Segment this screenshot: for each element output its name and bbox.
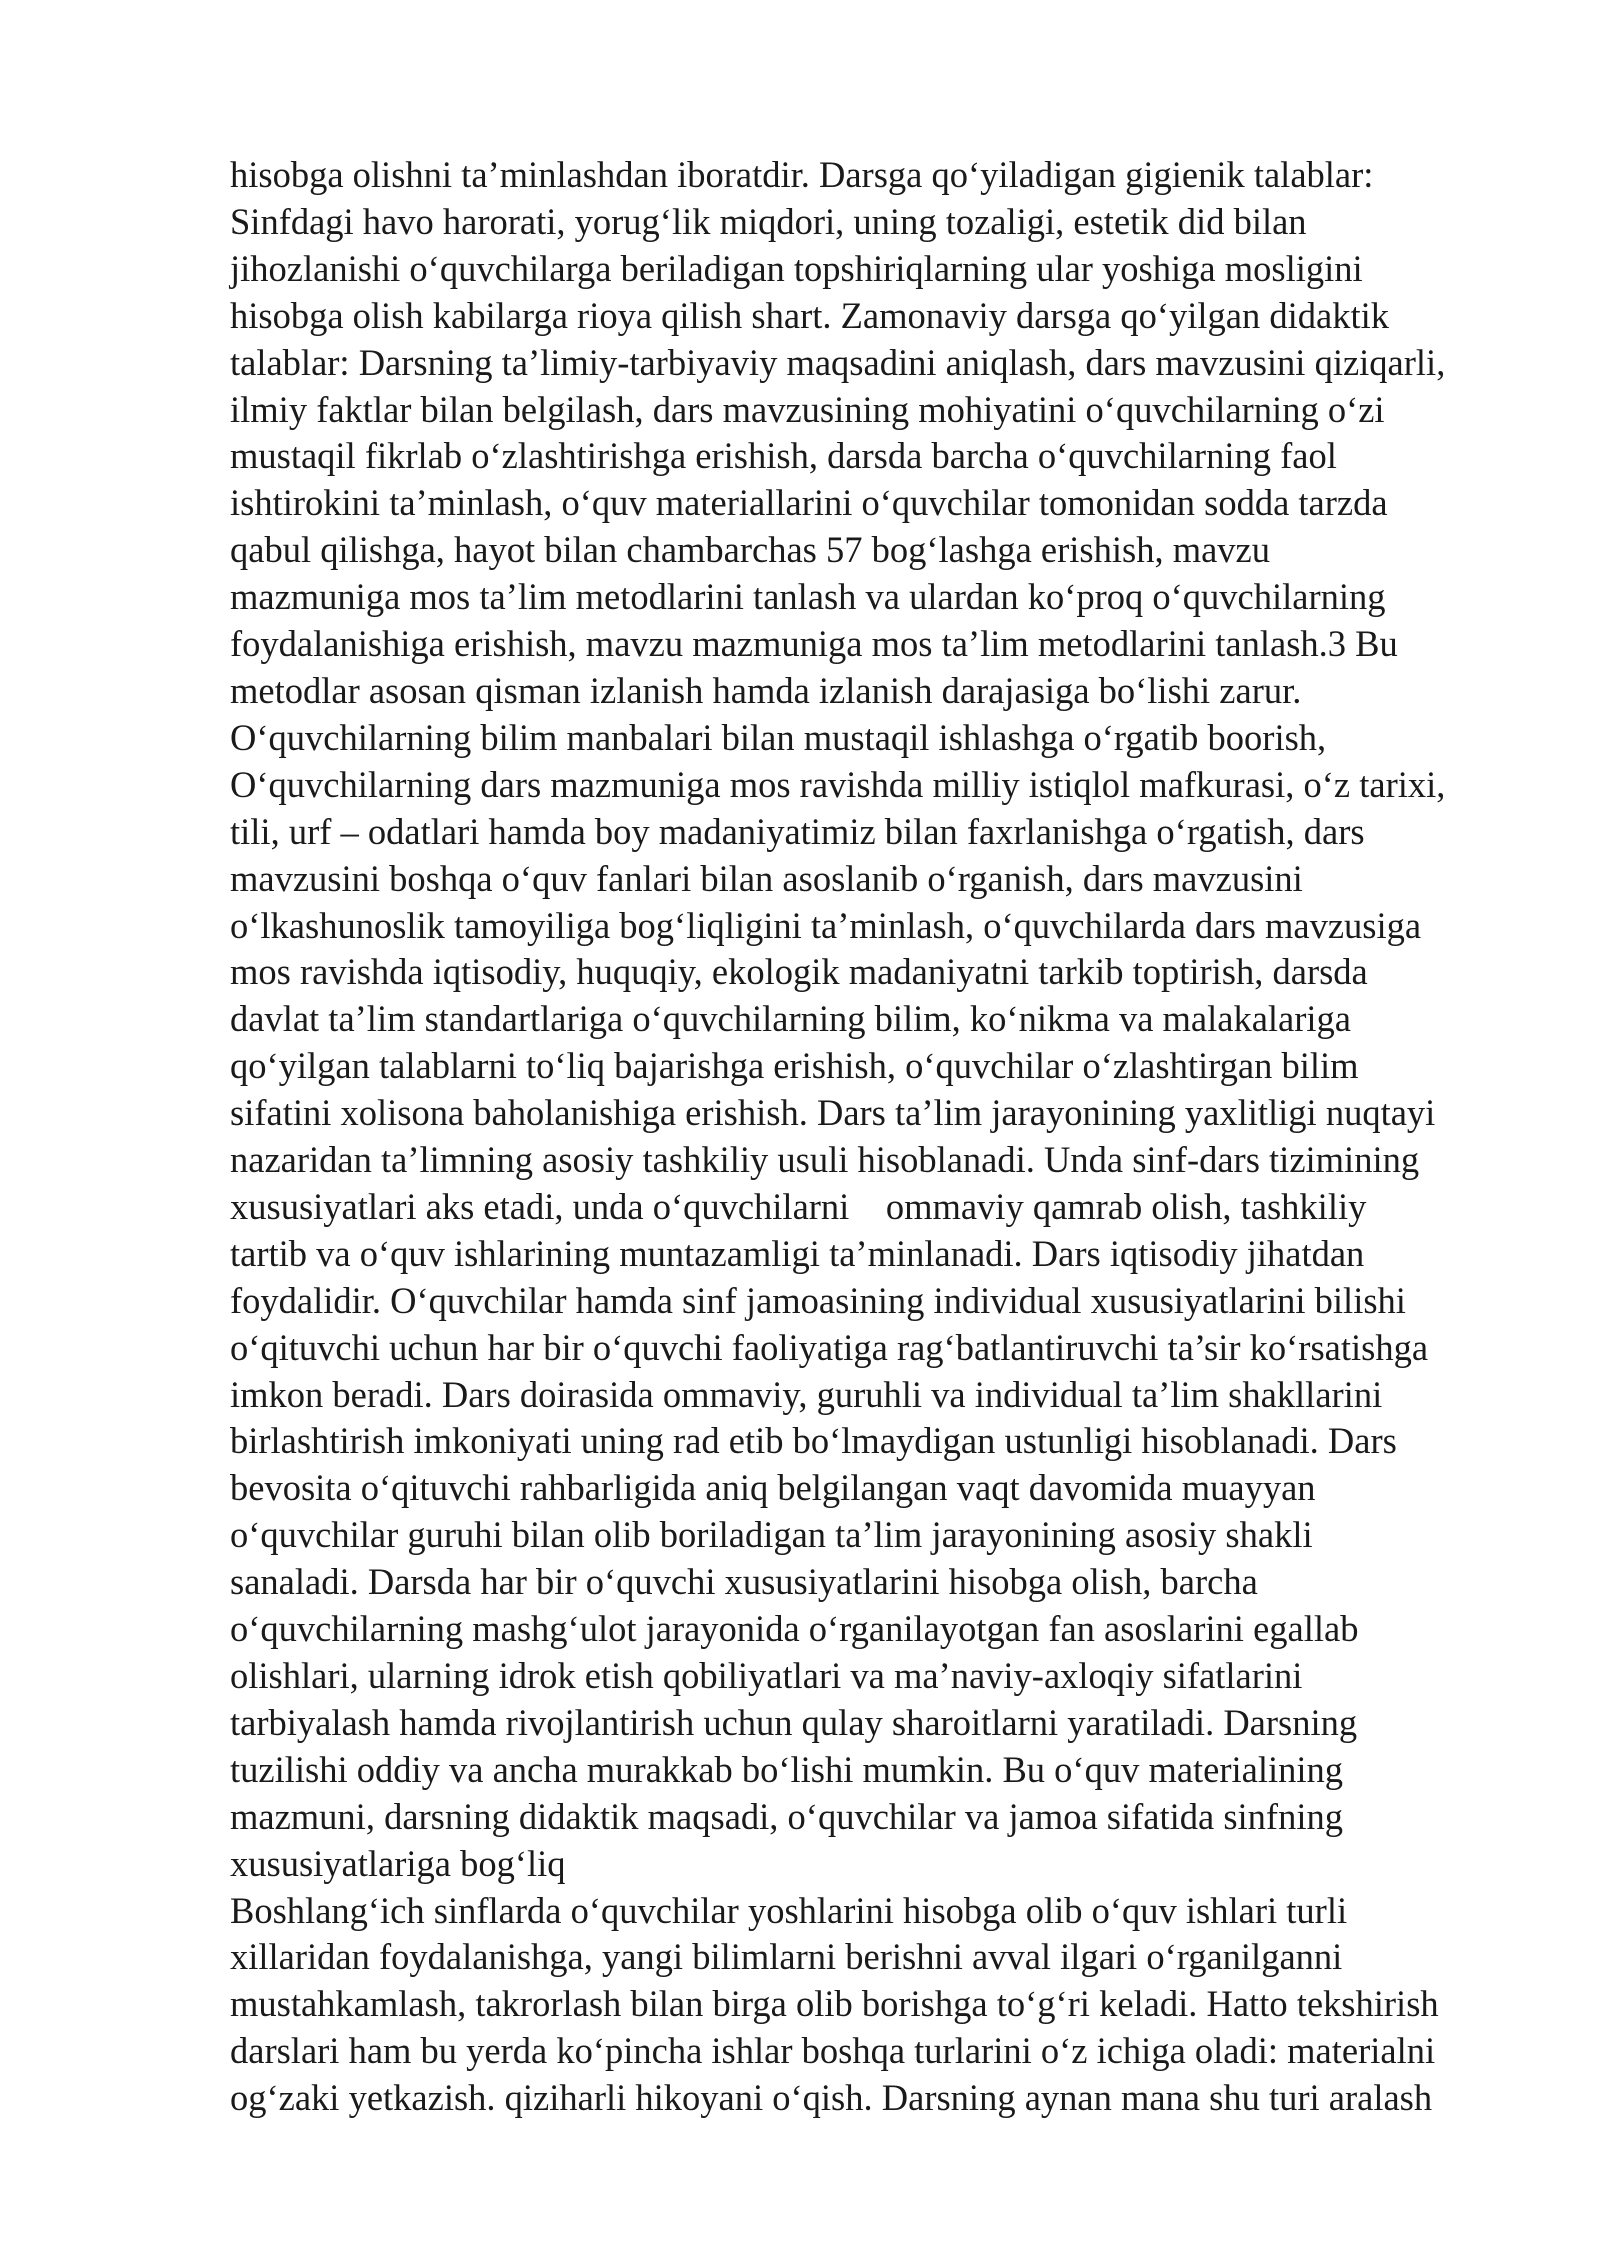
text-line: metodlar asosan qisman izlanish hamda izlanish darajasiga bo‘lishi zarur. bbox=[230, 669, 1302, 711]
text-line: sifatini xolisona baholanishiga erishish. Dars ta’lim jarayonining yaxlitligi nuqtayi bbox=[230, 1092, 1436, 1134]
text-line: mavzusini boshqa o‘quv fanlari bilan asoslanib o‘rganish, dars mavzusini bbox=[230, 857, 1303, 899]
text-line: Sinfdagi havo harorati, yorug‘lik miqdori, uning tozaligi, estetik did bilan bbox=[230, 200, 1307, 242]
text-line: Boshlang‘ich sinflarda o‘quvchilar yoshlarini hisobga olib o‘quv ishlari turli bbox=[230, 1889, 1348, 1931]
text-line: sanaladi. Darsda har bir o‘quvchi xususiyatlarini hisobga olish, barcha bbox=[230, 1561, 1258, 1603]
text-line: ilmiy faktlar bilan belgilash, dars mavzusining mohiyatini o‘quvchilarning o‘zi bbox=[230, 388, 1385, 430]
text-line: talablar: Darsning ta’limiy-tarbiyaviy maqsadini aniqlash, dars mavzusini qiziqarli, bbox=[230, 341, 1446, 383]
text-line: mustaqil fikrlab o‘zlashtirishga erishish, darsda barcha o‘quvchilarning faol bbox=[230, 435, 1337, 477]
text-line: jihozlanishi o‘quvchilarga beriladigan topshiriqlarning ular yoshiga mosligini bbox=[230, 247, 1363, 289]
text-line: mos ravishda iqtisodiy, huquqiy, ekologik madaniyatni tarkib toptirish, darsda bbox=[230, 951, 1368, 993]
text-line: davlat ta’lim standartlariga o‘quvchilarning bilim, ko‘nikma va malakalariga bbox=[230, 998, 1351, 1040]
text-line: birlashtirish imkoniyati uning rad etib bo‘lmaydigan ustunligi hisoblanadi. Dars bbox=[230, 1420, 1397, 1462]
text-line: o‘quvchilarning mashg‘ulot jarayonida o‘rganilayotgan fan asoslarini egallab bbox=[230, 1608, 1359, 1650]
text-line: nazaridan ta’limning asosiy tashkiliy usuli hisoblanadi. Unda sinf-dars tizimining bbox=[230, 1139, 1420, 1181]
text-line: tarbiyalash hamda rivojlantirish uchun qulay sharoitlarni yaratiladi. Darsning bbox=[230, 1701, 1358, 1743]
text-line: xususiyatlariga bog‘liq bbox=[230, 1842, 566, 1884]
text-line: qo‘yilgan talablarni to‘liq bajarishga erishish, o‘quvchilar o‘zlashtirgan bilim bbox=[230, 1045, 1359, 1087]
text-line: o‘lkashunoslik tamoyiliga bog‘liqligini ta’minlash, o‘quvchilarda dars mavzusiga bbox=[230, 904, 1422, 946]
text-line: olishlari, ularning idrok etish qobiliyatlari va ma’naviy-axloqiy sifatlarini bbox=[230, 1655, 1303, 1696]
text-line: mazmuniga mos ta’lim metodlarini tanlash va ulardan ko‘proq o‘quvchilarning bbox=[230, 576, 1386, 618]
text-line: ishtirokini ta’minlash, o‘quv materiallarini o‘quvchilar tomonidan sodda tarzda bbox=[230, 482, 1388, 524]
text-line: xillaridan foydalanishga, yangi bilimlarni berishni avval ilgari o‘rganilganni bbox=[230, 1936, 1343, 1978]
document-page bbox=[230, 152, 1490, 2122]
text-line: qabul qilishga, hayot bilan chambarchas 57 bog‘lashga erishish, mavzu bbox=[230, 529, 1270, 571]
text-line: tartib va o‘quv ishlarining muntazamligi ta’minlanadi. Dars iqtisodiy jihatdan bbox=[230, 1232, 1365, 1274]
text-line: foydalanishiga erishish, mavzu mazmuniga mos ta’lim metodlarini tanlash.3 Bu bbox=[230, 623, 1398, 665]
text-line: tuzilishi oddiy va ancha murakkab bo‘lishi mumkin. Bu o‘quv materialining bbox=[230, 1748, 1344, 1790]
text-line: hisobga olishni ta’minlashdan iboratdir. Darsga qo‘yiladigan gigienik talablar: bbox=[230, 154, 1374, 195]
text-line: imkon beradi. Dars doirasida ommaviy, guruhli va individual ta’lim shakllarini bbox=[230, 1373, 1383, 1415]
text-line: o‘quvchilar guruhi bilan olib boriladigan ta’lim jarayonining asosiy shakli bbox=[230, 1514, 1313, 1556]
text-line: mustahkamlash, takrorlash bilan birga olib borishga to‘g‘ri keladi. Hatto tekshirish bbox=[230, 1983, 1439, 2025]
text-line: og‘zaki yetkazish. qiziharli hikoyani o‘qish. Darsning aynan mana shu turi aralash bbox=[230, 2077, 1433, 2119]
text-line: foydalidir. O‘quvchilar hamda sinf jamoasining individual xususiyatlarini bilishi bbox=[230, 1279, 1406, 1321]
text-line: tili, urf – odatlari hamda boy madaniyatimiz bilan faxrlanishga o‘rgatish, dars bbox=[230, 810, 1365, 852]
text-line: xususiyatlari aks etadi, unda o‘quvchilarni ommaviy qamrab olish, tashkiliy bbox=[230, 1185, 1367, 1227]
text-line: bevosita o‘qituvchi rahbarligida aniq belgilangan vaqt davomida muayyan bbox=[230, 1467, 1316, 1509]
text-line: darslari ham bu yerda ko‘pincha ishlar boshqa turlarini o‘z ichiga oladi: materialni bbox=[230, 2030, 1436, 2072]
text-line: O‘quvchilarning dars mazmuniga mos ravishda milliy istiqlol mafkurasi, o‘z tarixi, bbox=[230, 763, 1446, 805]
text-line: o‘qituvchi uchun har bir o‘quvchi faoliyatiga rag‘batlantiruvchi ta’sir ko‘rsatishga bbox=[230, 1326, 1429, 1368]
text-line: mazmuni, darsning didaktik maqsadi, o‘quvchilar va jamoa sifatida sinfning bbox=[230, 1795, 1343, 1837]
text-line: hisobga olish kabilarga rioya qilish shart. Zamonaviy darsga qo‘yilgan didaktik bbox=[230, 294, 1389, 336]
text-line: O‘quvchilarning bilim manbalari bilan mustaqil ishlashga o‘rgatib boorish, bbox=[230, 716, 1327, 758]
